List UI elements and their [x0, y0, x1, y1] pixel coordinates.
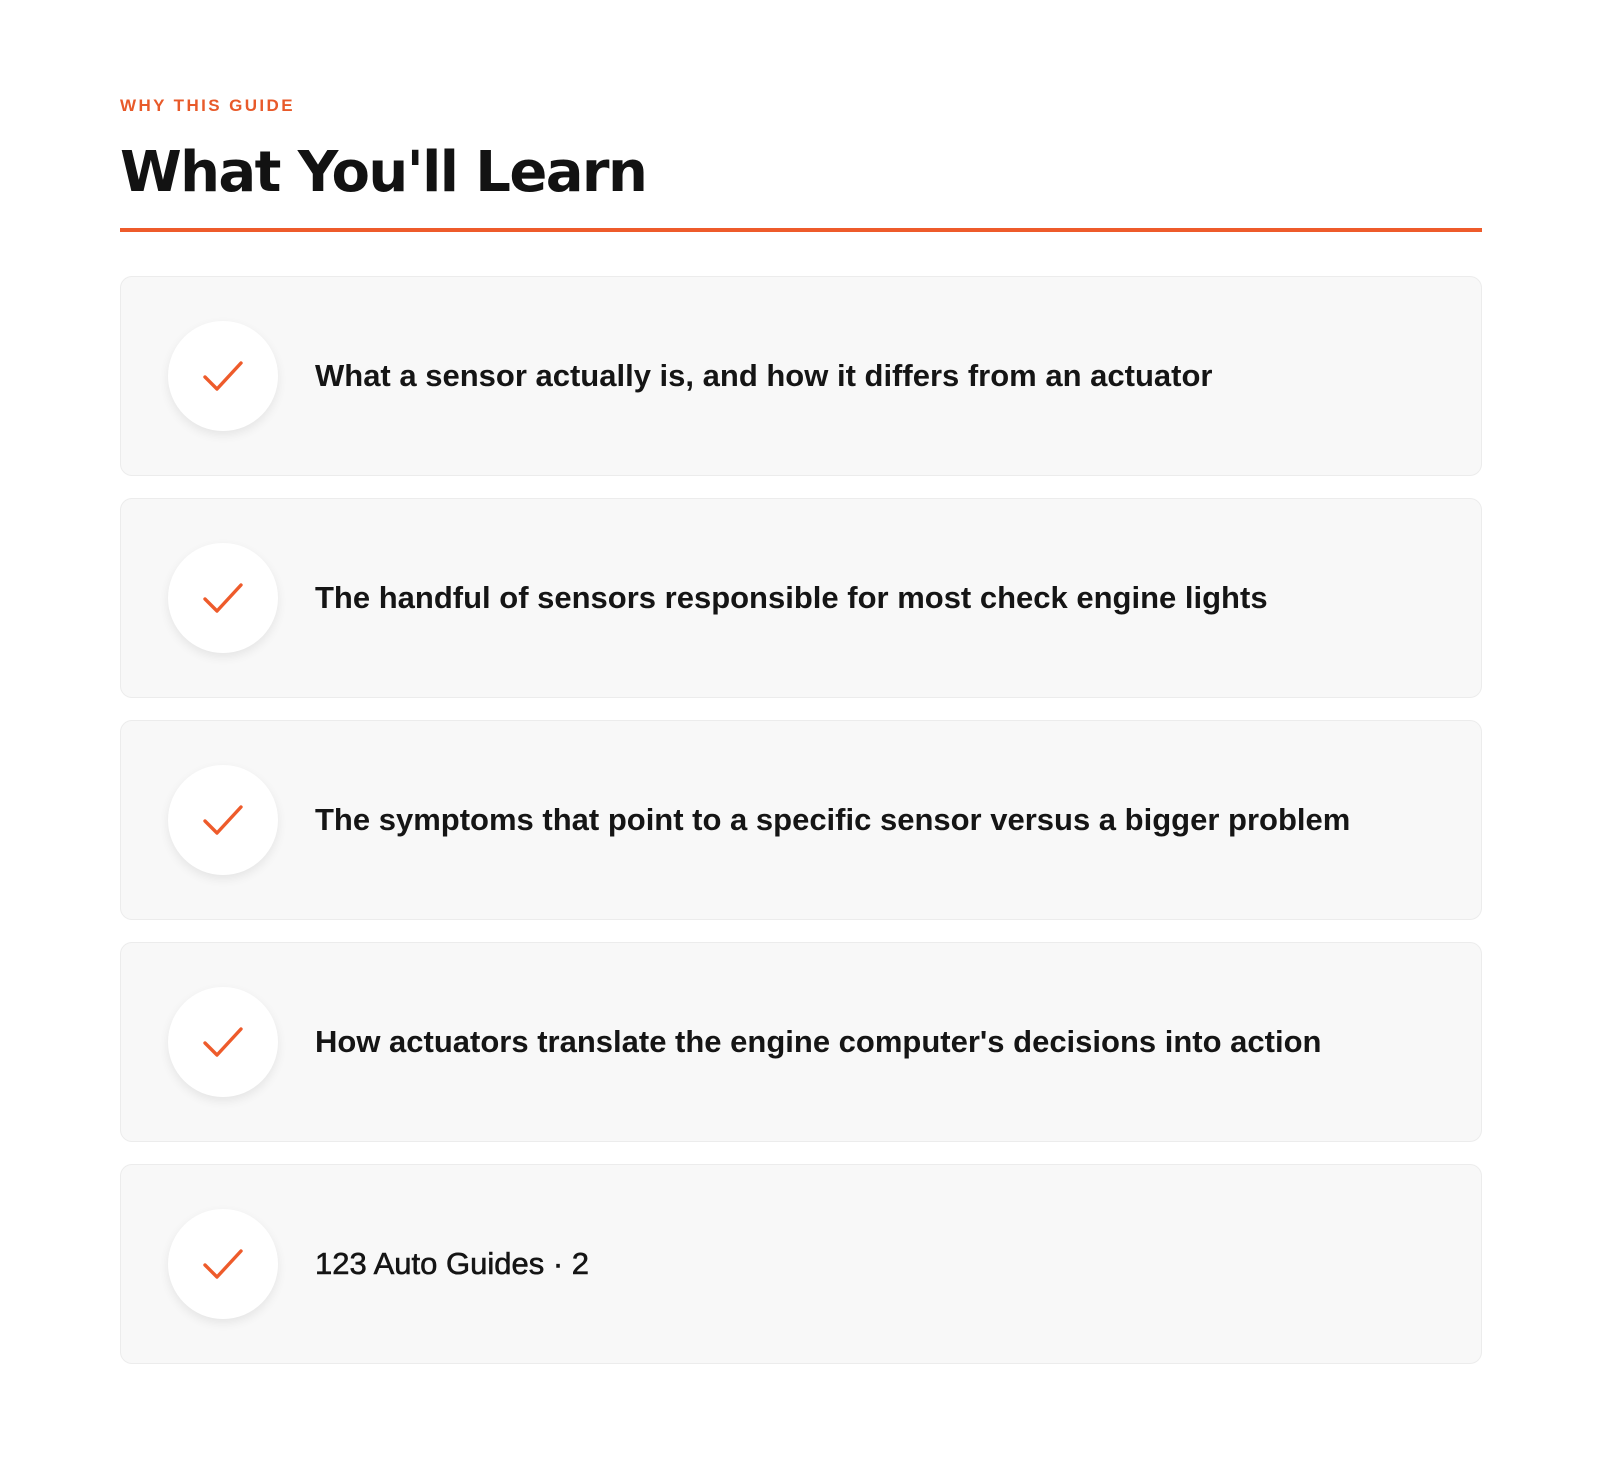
list-item-label: How actuators translate the engine computer's decisions into action — [315, 1024, 1322, 1059]
list-item — [120, 1164, 1482, 1364]
list-item-label: The handful of sensors responsible for most check engine lights — [315, 580, 1268, 615]
checkmark-icon — [168, 765, 278, 875]
list-item — [120, 720, 1482, 920]
section-eyebrow: WHY THIS GUIDE — [120, 96, 295, 115]
list-item-label: 123 Auto Guides · 2 — [315, 1246, 590, 1281]
checkmark-icon — [168, 1209, 278, 1319]
checkmark-icon — [168, 543, 278, 653]
list-item — [120, 942, 1482, 1142]
learning-list — [120, 276, 1482, 1364]
title-divider — [120, 228, 1482, 232]
list-item-label: The symptoms that point to a specific sensor versus a bigger problem — [315, 802, 1351, 837]
checkmark-icon — [168, 987, 278, 1097]
list-item — [120, 276, 1482, 476]
learning-section — [120, 96, 1482, 1364]
page-title: What You'll Learn — [120, 140, 647, 205]
list-item-label: What a sensor actually is, and how it differs from an actuator — [315, 358, 1213, 393]
checkmark-icon — [168, 321, 278, 431]
list-item — [120, 498, 1482, 698]
